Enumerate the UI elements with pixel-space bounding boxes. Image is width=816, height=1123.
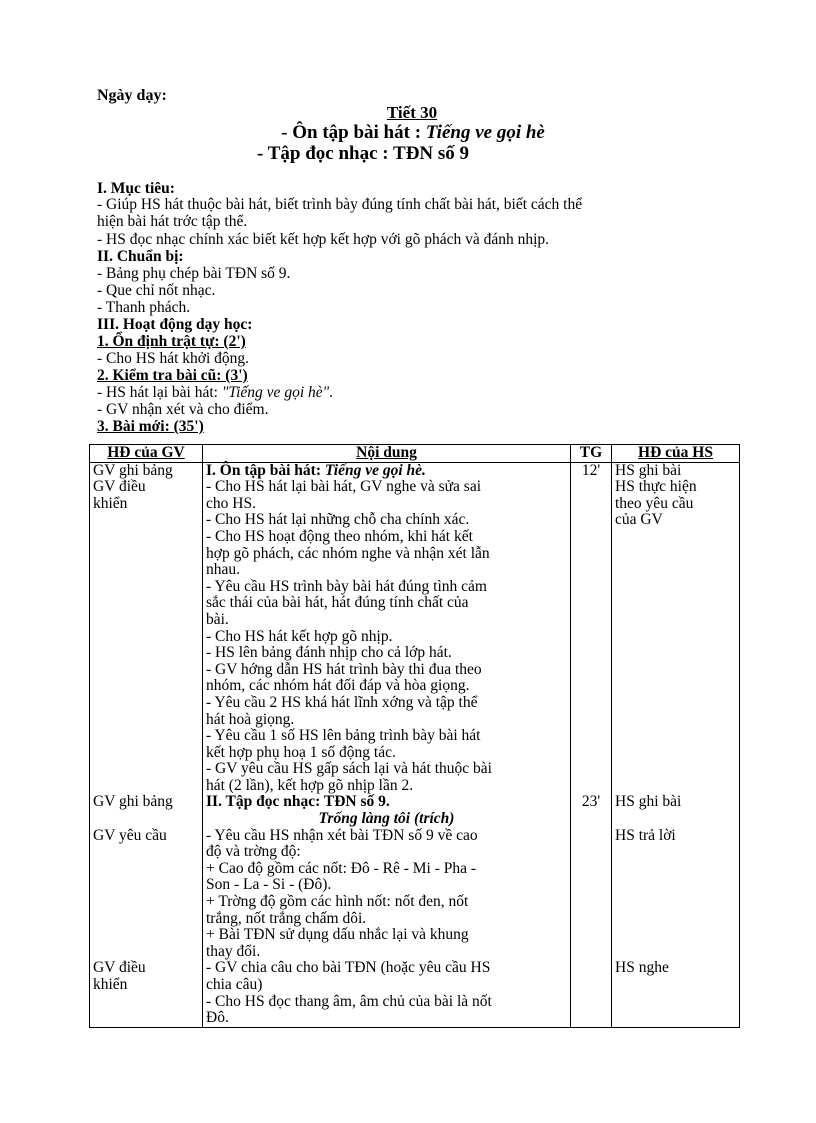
content-column — [203, 462, 571, 1027]
subsection-3-heading: 3. Bài mới: (35') — [97, 418, 204, 435]
subsection-2-heading: 2. Kiểm tra bài cũ: (3') — [97, 367, 248, 384]
content-line: - Yêu cầu HS nhận xét bài TĐN số 9 về cao — [206, 826, 478, 844]
hs-text: của GV — [615, 511, 663, 529]
content-line: + Trờng độ gồm các hình nốt: nốt đen, nốt — [206, 893, 469, 911]
header-hs: HĐ của HS — [612, 445, 740, 463]
content-line: chia câu) — [206, 976, 263, 993]
content-line: trắng, nốt trắng chấm dôi. — [206, 909, 367, 927]
content-line: - Cho HS hát lại những chỗ cha chính xác. — [206, 511, 470, 529]
content-line: hợp gõ phách, các nhóm nghe và nhận xét lẫn — [206, 544, 490, 562]
content-line: - Yêu cầu 1 số HS lên bảng trình bày bài hát — [206, 727, 481, 745]
hs-text: HS ghi bài — [615, 793, 682, 811]
content-line: - Cho HS hát kết hợp gõ nhịp. — [206, 627, 393, 645]
hs-text: theo yêu cầu — [615, 494, 694, 512]
part-1-heading: I. Ôn tập bài hát: Tiếng ve gọi hè. — [206, 461, 426, 479]
content-line: nhau. — [206, 561, 241, 579]
header-gv: HĐ của GV — [90, 445, 203, 463]
content-line: - HS lên bảng đánh nhịp cho cả lớp hát. — [206, 644, 452, 662]
subsection-1-line: - Cho HS hát khởi động. — [97, 350, 250, 367]
lesson-number: Tiết 30 — [386, 103, 438, 122]
title-line-2: - Tập đọc nhạc : TĐN số 9 — [257, 143, 470, 164]
hs-text: HS thực hiện — [615, 478, 697, 496]
time-column — [571, 462, 612, 1027]
title-1-song: Tiếng ve gọi hè — [425, 122, 545, 143]
content-line: sắc thái của bài hát, hát đúng tính chất của — [206, 594, 469, 612]
content-line: - Cho HS đọc thang âm, âm chủ của bài là nốt — [206, 992, 492, 1010]
section-3-heading: III. Hoạt động dạy học: — [97, 316, 253, 333]
section-2-line-1: - Bảng phụ chép bài TĐN số 9. — [97, 265, 291, 282]
subsection-2-line-1 — [97, 385, 333, 401]
content-line: + Bài TĐN sử dụng dấu nhắc lại và khung — [206, 926, 469, 944]
hs-column — [612, 462, 740, 1027]
content-line: Đô. — [206, 1009, 229, 1027]
section-1-line-1: - Giúp HS hát thuộc bài hát, biết trình bày đúng tính chất bài hát, biết cách thể — [97, 196, 583, 213]
content-line: độ và trờng độ: — [206, 843, 301, 861]
content-line: cho HS. — [206, 494, 256, 512]
title-line-1 — [5, 122, 816, 144]
content-line: - GV hớng dẫn HS hát trình bày thi đua theo — [206, 660, 482, 678]
header-time: TG — [571, 445, 612, 463]
section-2-line-2: - Que chỉ nốt nhạc. — [97, 282, 216, 299]
subsection-2-line-1-suffix: . — [329, 384, 334, 401]
part-2-heading: II. Tập đọc nhạc: TĐN số 9. — [206, 793, 390, 811]
lesson-table — [89, 444, 740, 1028]
content-line: - GV yêu cầu HS gấp sách lại và hát thuộc bài — [206, 760, 492, 778]
title-1-prefix: - Ôn tập bài hát : — [281, 122, 426, 143]
date-label: Ngày dạy: — [97, 87, 167, 104]
hs-text: HS nghe — [615, 959, 669, 977]
gv-text: GV ghi bảng — [93, 461, 173, 479]
content-line: thay đổi. — [206, 942, 261, 960]
subsection-2-song: "Tiếng ve gọi hè" — [221, 384, 330, 401]
content-line: - Yêu cầu 2 HS khá hát lĩnh xớng và tập thể — [206, 693, 478, 711]
content-line: Son - La - Si - (Đô). — [206, 876, 332, 894]
content-line: hát hoà giọng. — [206, 710, 295, 728]
section-1-heading: I. Mục tiêu: — [97, 180, 175, 197]
subsection-1-heading: 1. Ổn định trật tự: (2') — [97, 333, 246, 350]
gv-text: GV điều — [93, 478, 146, 496]
subsection-2-line-1-prefix: - HS hát lại bài hát: — [97, 384, 222, 401]
time-part-2: 23' — [581, 793, 601, 811]
section-2-line-3: - Thanh phách. — [97, 299, 191, 316]
section-1-line-3: - HS đọc nhạc chính xác biết kết hợp kết hợp với gõ phách và đánh nhịp. — [97, 231, 550, 248]
subsection-2-line-2: - GV nhận xét và cho điểm. — [97, 401, 269, 418]
part-2-subheading: Trống làng tôi (trích) — [318, 810, 455, 828]
content-line: bài. — [206, 610, 229, 628]
content-line: kết hợp phụ hoạ 1 số động tác. — [206, 743, 396, 761]
hs-text: HS trả lời — [615, 826, 676, 844]
time-part-1: 12' — [581, 461, 601, 479]
gv-text: khiển — [93, 494, 128, 512]
section-2-heading: II. Chuẩn bị: — [97, 248, 184, 265]
content-line: - Cho HS hát lại bài hát, GV nghe và sửa sai — [206, 478, 482, 496]
content-line: - GV chia câu cho bài TĐN (hoặc yêu cầu HS — [206, 959, 491, 977]
header-content: Nội dung — [203, 445, 571, 463]
content-line: hát (2 lần), kết hợp gõ nhịp lần 2. — [206, 776, 414, 794]
table-header-row — [90, 445, 740, 463]
content-line: - Cho HS hoạt động theo nhóm, khi hát kết — [206, 527, 473, 545]
gv-text: GV yêu cầu — [93, 826, 167, 844]
gv-text: khiển — [93, 976, 128, 993]
content-line: - Yêu cầu HS trình bày bài hát đúng tình cảm — [206, 577, 487, 595]
gv-text: GV điều — [93, 959, 146, 977]
hs-text: HS ghi bài — [615, 461, 682, 479]
content-line: + Cao độ gồm các nốt: Đô - Rê - Mi - Pha - — [206, 859, 477, 877]
gv-column — [90, 462, 203, 1027]
table-row — [90, 462, 740, 1027]
content-line: nhóm, các nhóm hát đối đáp và hòa giọng. — [206, 677, 470, 695]
section-1-line-2: hiện bài hát trớc tập thể. — [97, 213, 248, 230]
gv-text: GV ghi bảng — [93, 793, 173, 811]
